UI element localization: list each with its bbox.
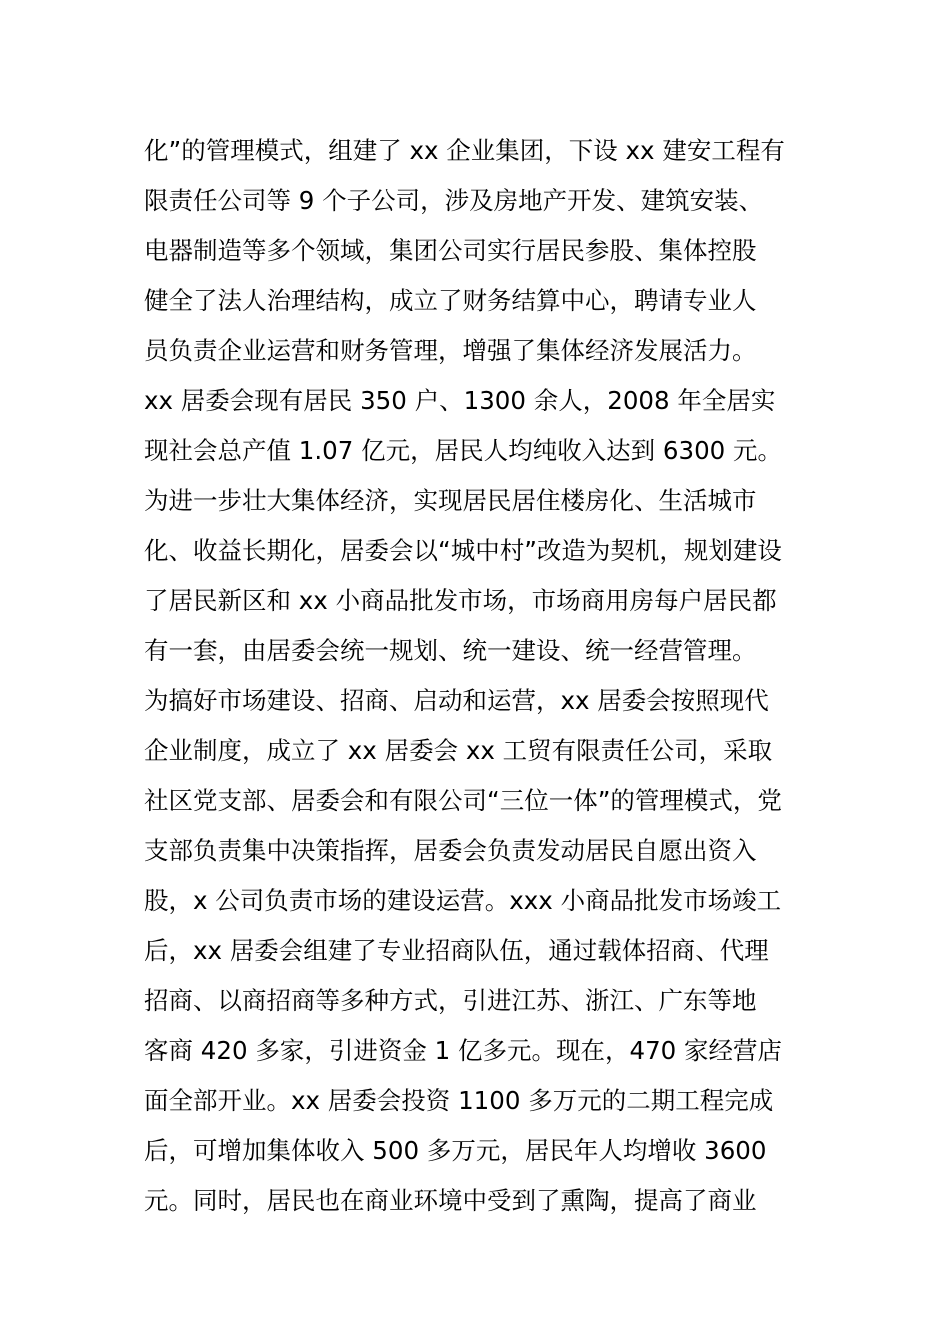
text-line-9: 化、收益长期化，居委会以“城中村”改造为契机，规划建设 xyxy=(144,536,782,565)
text-line-12: 为搞好市场建设、招商、启动和运营，xx 居委会按照现代 xyxy=(144,686,769,715)
text-line-2: 限责任公司等 9 个子公司，涉及房地产开发、建筑安装、 xyxy=(144,186,764,215)
text-line-10: 了居民新区和 xx 小商品批发市场，市场商用房每户居民都 xyxy=(144,586,777,615)
text-line-13: 企业制度，成立了 xx 居委会 xx 工贸有限责任公司，采取 xyxy=(144,736,773,765)
text-line-22: 元。同时，居民也在商业环境中受到了熏陶，提高了商业 xyxy=(144,1186,757,1215)
text-line-8: 为进一步壮大集体经济，实现居民居住楼房化、生活城市 xyxy=(144,486,757,515)
body-text xyxy=(144,126,824,1226)
text-line-21: 后，可增加集体收入 500 多万元，居民年人均增收 3600 xyxy=(144,1136,767,1165)
text-line-16: 股，x 公司负责市场的建设运营。xxx 小商品批发市场竣工 xyxy=(144,886,782,915)
text-line-7: 现社会总产值 1.07 亿元，居民人均纯收入达到 6300 元。 xyxy=(144,436,783,465)
text-line-20: 面全部开业。xx 居委会投资 1100 多万元的二期工程完成 xyxy=(144,1086,774,1115)
text-line-3: 电器制造等多个领域，集团公司实行居民参股、集体控股 xyxy=(144,236,757,265)
text-line-18: 招商、以商招商等多种方式，引进江苏、浙江、广东等地 xyxy=(144,986,757,1015)
text-line-19: 客商 420 多家，引进资金 1 亿多元。现在，470 家经营店 xyxy=(144,1036,783,1065)
text-line-4: 健全了法人治理结构，成立了财务结算中心，聘请专业人 xyxy=(144,286,757,315)
text-line-14: 社区党支部、居委会和有限公司“三位一体”的管理模式，党 xyxy=(144,786,782,815)
text-line-1: 化”的管理模式，组建了 xx 企业集团，下设 xx 建安工程有 xyxy=(144,136,785,165)
text-line-15: 支部负责集中决策指挥，居委会负责发动居民自愿出资入 xyxy=(144,836,757,865)
text-line-6: xx 居委会现有居民 350 户、1300 余人，2008 年全居实 xyxy=(144,386,776,415)
text-line-17: 后，xx 居委会组建了专业招商队伍，通过载体招商、代理 xyxy=(144,936,769,965)
text-line-5: 员负责企业运营和财务管理，增强了集体经济发展活力。 xyxy=(144,336,757,365)
text-line-11: 有一套，由居委会统一规划、统一建设、统一经营管理。 xyxy=(144,636,757,665)
